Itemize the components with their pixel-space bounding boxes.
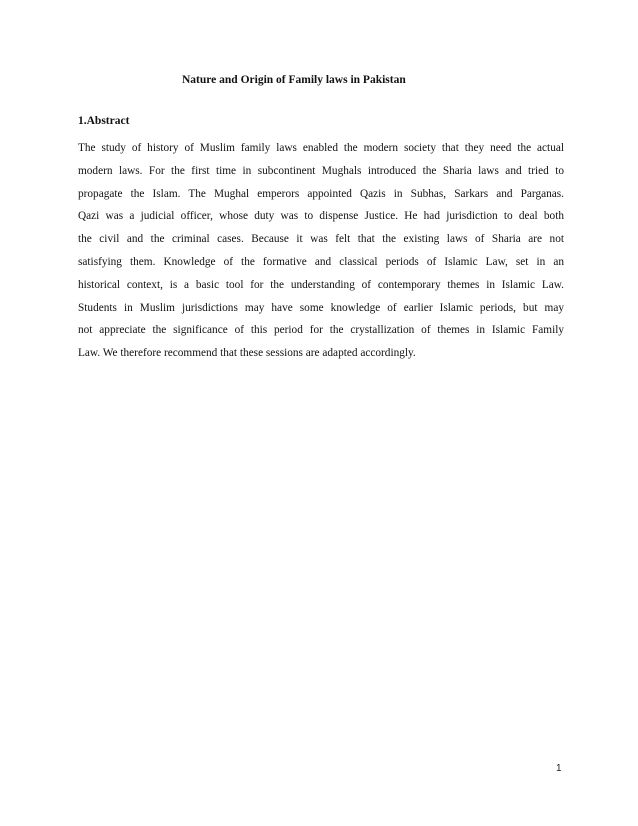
paragraph-line: propagate the Islam. The Mughal emperors appointed Qazis in Subhas, Sarkars and Parganas. bbox=[78, 187, 564, 200]
paragraph-line: Qazi was a judicial officer, whose duty was to dispense Justice. He had jurisdiction to deal both bbox=[78, 210, 564, 223]
paragraph-line: not appreciate the significance of this period for the crystallization of themes in Islamic Family bbox=[78, 324, 564, 337]
paragraph-line: the civil and the criminal cases. Because it was felt that the existing laws of Sharia are not bbox=[78, 233, 564, 246]
paragraph-line: historical context, is a basic tool for the understanding of contemporary themes in Islamic Law. bbox=[78, 278, 564, 291]
paragraph-line: modern laws. For the first time in subcontinent Mughals introduced the Sharia laws and tried to bbox=[78, 164, 564, 177]
abstract-paragraph bbox=[78, 140, 564, 368]
paragraph-line: Law. We therefore recommend that these sessions are adapted accordingly. bbox=[78, 347, 416, 360]
paragraph-line: satisfying them. Knowledge of the formative and classical periods of Islamic Law, set in an bbox=[78, 255, 564, 268]
section-heading-abstract: 1.Abstract bbox=[78, 115, 130, 127]
page-number: 1 bbox=[556, 763, 562, 774]
paragraph-line: Students in Muslim jurisdictions may have some knowledge of earlier Islamic periods, but may bbox=[78, 301, 564, 314]
document-title: Nature and Origin of Family laws in Pakistan bbox=[182, 74, 406, 86]
paragraph-line: The study of history of Muslim family laws enabled the modern society that they need the actual bbox=[78, 142, 564, 154]
